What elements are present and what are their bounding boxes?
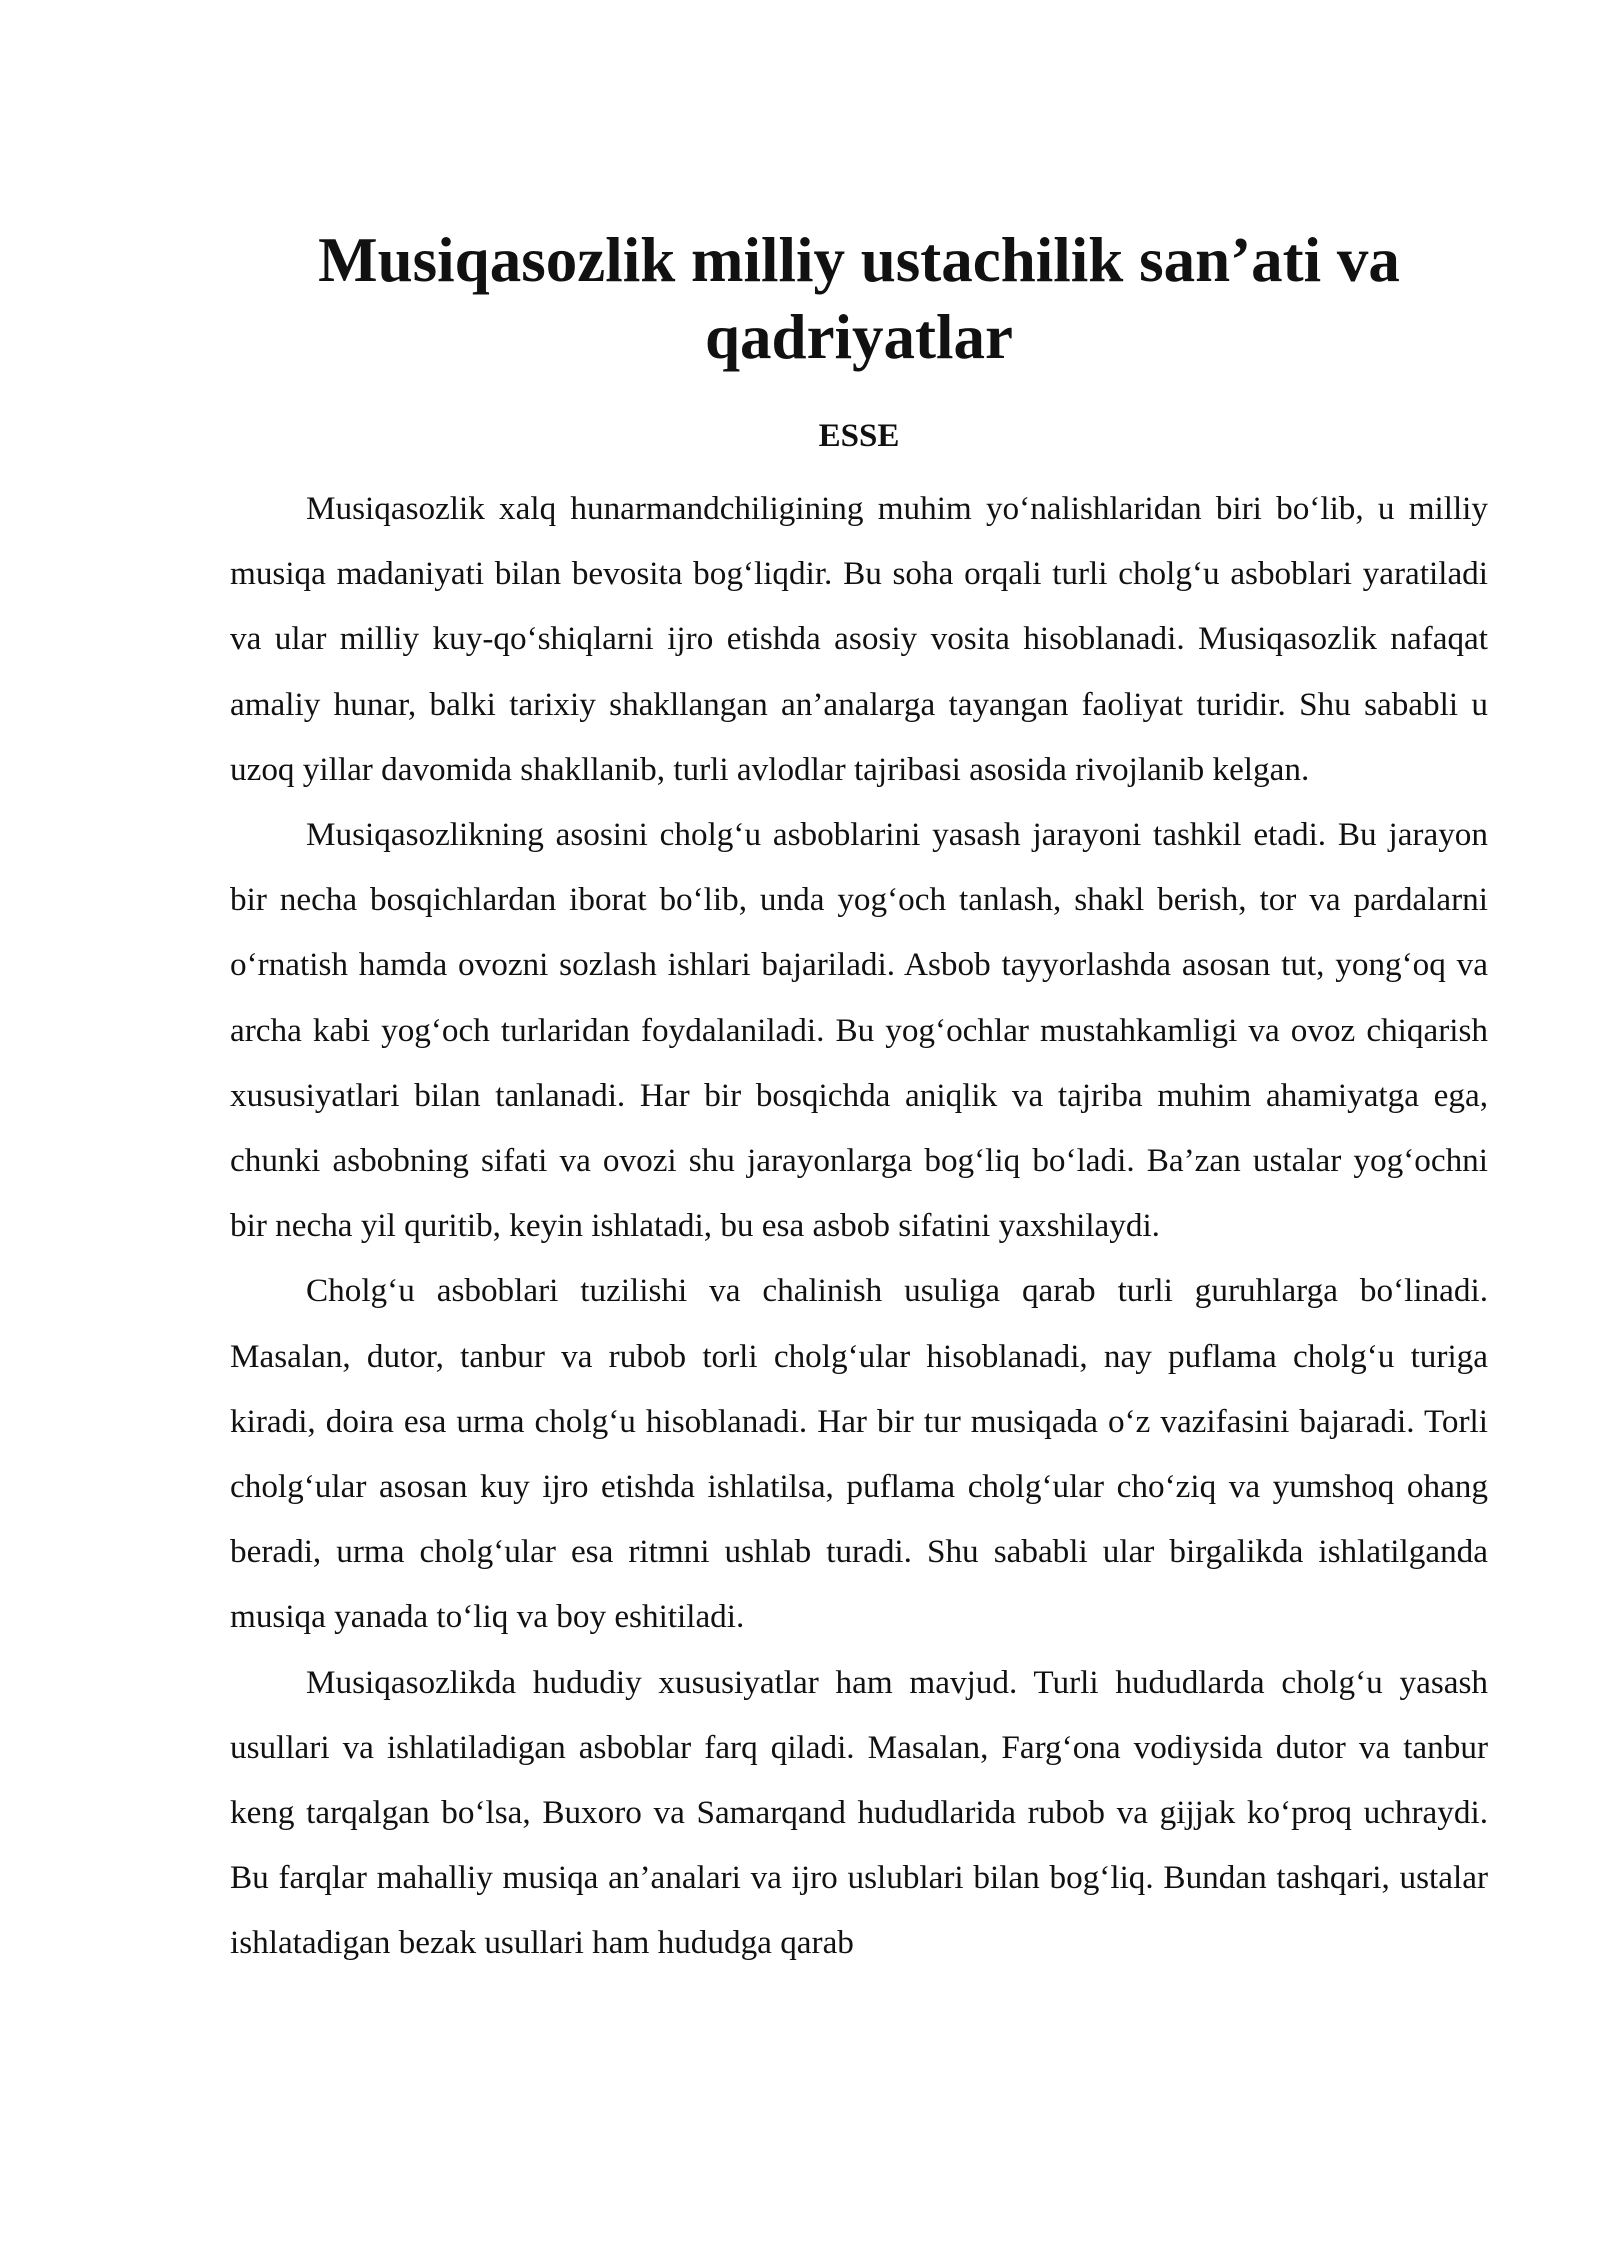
paragraph-3: Cholg‘u asboblari tuzilishi va chalinish usuliga qarab turli guruhlarga bo‘linadi. Masalan, dutor, tanbur va rubob torli cholg‘ular hisoblanadi, nay puflama cholg‘u turiga kiradi, doira esa urma cholg‘u hisoblanadi. Har bir tur musiqada o‘z vazifasini bajaradi. Torli cholg‘ular asosan kuy ijro etishda ishlatilsa, puflama cholg‘ular cho‘ziq va yumshoq ohang beradi, urma cholg‘ular esa ritmni ushlab turadi. Shu sababli ular birgalikda ishlatilganda musiqa yanada to‘liq va boy eshitiladi. [230,1272,1488,1636]
document-page [230,222,1488,1976]
paragraph-4: Musiqasozlikda hududiy xususiyatlar ham mavjud. Turli hududlarda cholg‘u yasash usullari va ishlatiladigan asboblar farq qiladi. Masalan, Farg‘ona vodiysida dutor va tanbur keng tarqalgan bo‘lsa, Buxoro va Samarqand hududlarida rubob va gijjak ko‘proq uchraydi. Bu farqlar mahalliy musiqa an’analari va ijro uslublari bilan bog‘liq. Bundan tashqari, ustalar ishlatadigan bezak usullari ham hududga qarab [230,1663,1488,1962]
paragraph-1: Musiqasozlik xalq hunarmandchiligining muhim yo‘nalishlaridan biri bo‘lib, u milliy musiqa madaniyati bilan bevosita bog‘liqdir. Bu soha orqali turli cholg‘u asboblari yaratiladi va ular milliy kuy-qo‘shiqlarni ijro etishda asosiy vosita hisoblanadi. Musiqasozlik nafaqat amaliy hunar, balki tarixiy shakllangan an’analarga tayangan faoliyat turidir. Shu sababli u uzoq yillar davomida shakllanib, turli avlodlar tajribasi asosida rivojlanib kelgan. [230,490,1488,788]
document-title: Musiqasozlik milliy ustachilik san’ati va qadriyatlar [318,225,1400,372]
document-subtitle: ESSE [818,418,900,454]
paragraph-2: Musiqasozlikning asosini cholg‘u asboblarini yasash jarayoni tashkil etadi. Bu jarayon bir necha bosqichlardan iborat bo‘lib, unda yog‘och tanlash, shakl berish, tor va pardalarni o‘rnatish hamda ovozni sozlash ishlari bajariladi. Asbob tayyorlashda asosan tut, yong‘oq va archa kabi yog‘och turlaridan foydalaniladi. Bu yog‘ochlar mustahkamligi va ovoz chiqarish xususiyatlari bilan tanlanadi. Har bir bosqichda aniqlik va tajriba muhim ahamiyatga ega, chunki asbobning sifati va ovozi shu jarayonlarga bog‘liq bo‘ladi. Ba’zan ustalar yog‘ochni bir necha yil quritib, keyin ishlatadi, bu esa asbob sifatini yaxshilaydi. [230,816,1488,1245]
